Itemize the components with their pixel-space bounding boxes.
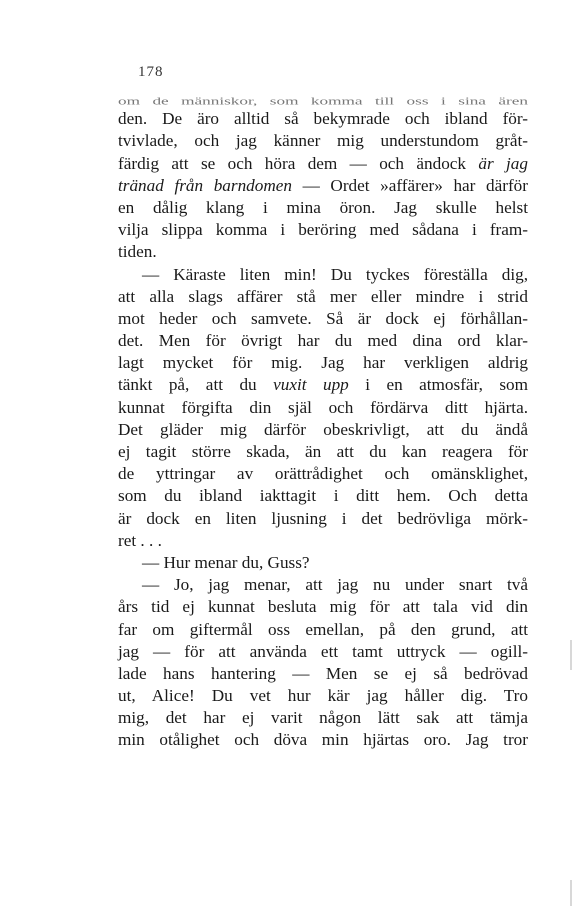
text-line — [118, 552, 528, 574]
text-line — [118, 641, 528, 663]
text-line — [118, 530, 528, 552]
text-segment: ej tagit större skada, än att du kan reagera för — [118, 442, 528, 461]
text-line — [118, 663, 528, 685]
text-line — [118, 95, 528, 108]
text-line — [118, 685, 528, 707]
text-line — [118, 419, 528, 441]
text-line — [118, 441, 528, 463]
text-segment: mig, det har ej varit någon lätt sak att tämja — [118, 708, 528, 728]
text-line — [118, 707, 528, 729]
text-segment: far om giftermål oss emellan, på den grund, att — [118, 619, 528, 639]
text-segment: är dock en liten ljusning i det bedrövliga mörk- — [118, 508, 528, 528]
text-line — [118, 308, 528, 330]
text-line — [118, 241, 528, 263]
italic-text: tränad från barndomen — [118, 175, 293, 195]
text-line — [118, 108, 528, 130]
text-line — [118, 485, 528, 507]
text-segment: Det gläder mig därför obeskrivligt, att du ändå — [118, 419, 528, 439]
text-segment: färdig att se och höra dem — och ändock — [118, 153, 479, 173]
text-segment: den. De äro alltid så bekymrade och ibland för- — [118, 109, 528, 129]
text-segment: tiden. — [118, 242, 157, 262]
text-segment: att alla slags affärer stå mer eller mindre i strid — [118, 286, 528, 306]
page-edge-shadow — [570, 880, 572, 906]
text-segment: om de människor, som komma till oss i sina ären — [118, 95, 528, 107]
text-line — [118, 596, 528, 618]
text-segment: tänkt på, att du — [118, 375, 274, 395]
text-line — [118, 397, 528, 419]
text-segment: jag — för att använda ett tamt uttryck — ogill- — [118, 641, 528, 661]
text-line — [118, 352, 528, 374]
text-line — [118, 175, 528, 197]
text-segment: ut, Alice! Du vet hur kär jag håller dig. Tro — [118, 686, 528, 706]
text-line — [118, 574, 528, 596]
text-line — [118, 463, 528, 485]
text-line — [118, 729, 528, 751]
text-line — [118, 219, 528, 241]
text-segment: tvivlade, och jag känner mig understundom gråt- — [118, 131, 528, 151]
text-segment: kunnat förgifta din själ och fördärva ditt hjärta. — [118, 397, 528, 417]
text-line — [118, 286, 528, 308]
text-line — [118, 264, 528, 286]
text-segment: i en atmosfär, som — [348, 375, 529, 395]
text-segment: — Hur menar du, Guss? — [142, 552, 310, 572]
text-segment: det. Men för övrigt har du med dina ord klar- — [118, 331, 528, 351]
text-segment: — Jo, jag menar, att jag nu under snart två — [142, 575, 528, 595]
text-line — [118, 374, 528, 396]
text-segment: ret . . . — [118, 530, 162, 550]
text-line — [118, 130, 528, 152]
text-segment: — Ordet »affärer» har därför — [292, 175, 528, 195]
text-line — [118, 197, 528, 219]
text-segment: mot heder och samvete. Så är dock ej förhållan- — [118, 308, 528, 328]
text-segment: vilja slippa komma i beröring med sådana i fram- — [118, 220, 528, 240]
text-segment: — Käraste liten min! Du tyckes föreställa dig, — [142, 264, 528, 284]
text-segment: lade hans hantering — Men se ej så bedrövad — [118, 663, 528, 683]
text-segment: de yttringar av orättrådighet och omänsklighet, — [118, 464, 528, 484]
text-segment: års tid ej kunnat besluta mig för att tala vid din — [118, 597, 528, 617]
text-line — [118, 508, 528, 530]
text-line — [118, 153, 528, 175]
text-line — [118, 619, 528, 641]
italic-text: är jag — [478, 153, 528, 173]
page-number: 178 — [138, 64, 164, 80]
text-segment: lagt mycket för mig. Jag har verkligen aldrig — [118, 353, 528, 373]
text-line — [118, 330, 528, 352]
text-segment: som du ibland iakttagit i ditt hem. Och detta — [118, 486, 528, 506]
text-segment: min otålighet och döva min hjärtas oro. Jag tror — [118, 730, 528, 750]
text-segment: en dålig klang i mina öron. Jag skulle helst — [118, 197, 528, 217]
italic-text: vuxit upp — [273, 375, 349, 395]
page-edge-shadow — [570, 640, 572, 670]
body-text — [118, 86, 528, 752]
